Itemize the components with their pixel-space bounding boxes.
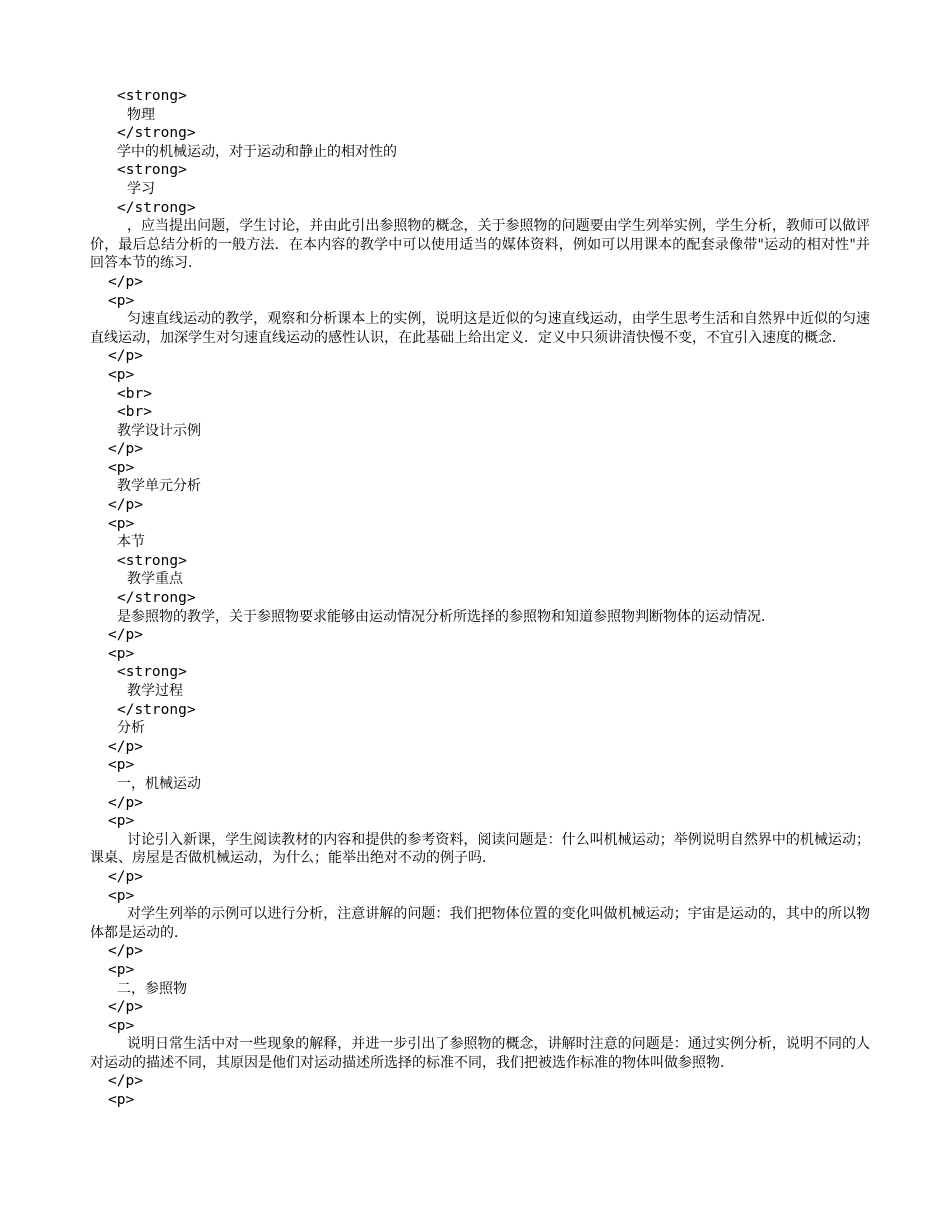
p-close-tag: </p> [108, 273, 143, 290]
text-line: 教学过程 [127, 683, 183, 699]
strong-close-tag: </strong> [117, 590, 196, 607]
p-open-tag: <p> [108, 961, 135, 978]
text-line: 分析 [117, 720, 145, 737]
text-line: 学中的机械运动，对于运动和静止的相对性的 [117, 143, 397, 160]
text-line: 一，机械运动 [117, 775, 201, 792]
p-close-tag: </p> [108, 738, 143, 755]
strong-open-tag: <strong> [117, 162, 187, 179]
text-line: 物理 [127, 106, 155, 123]
text-line: 二，参照物 [117, 980, 187, 997]
p-close-tag: </p> [108, 943, 143, 960]
p-close-tag: </p> [108, 868, 143, 885]
strong-open-tag: <strong> [117, 664, 187, 681]
text-line: 教学重点 [127, 571, 183, 588]
p-close-tag: </p> [108, 999, 143, 1016]
p-close-tag: </p> [108, 627, 143, 644]
paragraph-text: 讨论引入新课，学生阅读教材的内容和提供的参考资料，阅读问题是：什么叫机械运动；举例说明自然界中的机械运动；课桌、房屋是否做机械运动，为什么；能举出绝对不动的例子吗． [90, 831, 870, 867]
document-body [90, 87, 870, 1110]
p-open-tag: <p> [108, 757, 135, 774]
strong-close-tag: </strong> [117, 199, 196, 216]
p-open-tag: <p> [108, 645, 135, 662]
text-line: 是参照物的教学，关于参照物要求能够由运动情况分析所选择的参照物和知道参照物判断物体的运动情况． [117, 608, 775, 625]
p-open-tag: <p> [108, 1092, 135, 1109]
paragraph-text: 说明日常生活中对一些现象的解释，并进一步引出了参照物的概念，讲解时注意的问题是：通过实例分析，说明不同的人对运动的描述不同，其原因是他们对运动描述所选择的标准不同，我们把被选作标准的物体叫做参照物． [90, 1036, 870, 1071]
strong-open-tag: <strong> [117, 88, 187, 104]
p-open-tag: <p> [108, 1017, 135, 1034]
p-close-tag: </p> [108, 794, 143, 811]
paragraph-text: 匀速直线运动的教学，观察和分析课本上的实例，说明这是近似的匀速直线运动，由学生思考生活和自然界中近似的匀速直线运动，加深学生对匀速直线运动的感性认识，在此基础上给出定义．定义中只须讲清快慢不变，不宜引入速度的概念． [90, 311, 870, 346]
text-line: 本节 [117, 534, 145, 551]
p-close-tag: </p> [108, 348, 143, 365]
strong-close-tag: </strong> [117, 701, 196, 718]
p-open-tag: <p> [108, 459, 135, 476]
p-open-tag: <p> [108, 366, 135, 383]
text-line: 学习 [127, 180, 155, 197]
strong-close-tag: </strong> [117, 125, 196, 142]
p-close-tag: </p> [108, 1073, 143, 1090]
p-open-tag: <p> [108, 515, 135, 532]
p-open-tag: <p> [108, 813, 135, 830]
p-close-tag: </p> [108, 441, 143, 458]
br-tag: <br> [117, 385, 152, 402]
p-open-tag: <p> [108, 887, 135, 904]
p-close-tag: </p> [108, 497, 143, 514]
strong-open-tag: <strong> [117, 552, 187, 569]
br-tag: <br> [117, 404, 152, 421]
paragraph-text: 对学生列举的示例可以进行分析，注意讲解的问题：我们把物体位置的变化叫做机械运动；宇宙是运动的，其中的所以物体都是运动的． [90, 906, 870, 941]
p-open-tag: <p> [108, 292, 135, 309]
paragraph-text: ，应当提出问题，学生讨论，并由此引出参照物的概念，关于参照物的问题要由学生列举实例，学生分析，教师可以做评价，最后总结分析的一般方法．在本内容的教学中可以使用适当的媒体资料，例如可以用课本的配套录像带"运动的相对性"并回答本节的练习． [90, 218, 870, 272]
text-line: 教学设计示例 [117, 422, 201, 439]
text-line: 教学单元分析 [117, 478, 201, 495]
